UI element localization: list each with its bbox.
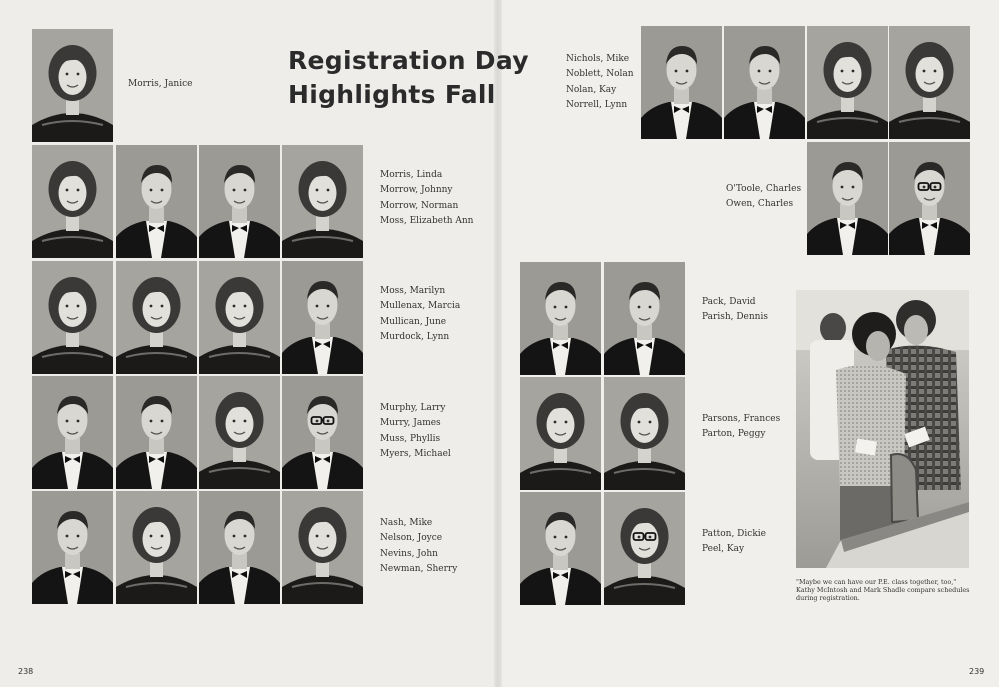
names-group-row4 xyxy=(380,401,451,462)
student-portrait xyxy=(724,26,805,139)
student-name: Pack, David xyxy=(702,297,756,307)
student-portrait xyxy=(32,261,113,374)
student-portrait xyxy=(520,377,601,490)
student-name: Moss, Marilyn xyxy=(380,286,446,296)
student-name: Mullican, June xyxy=(380,316,447,327)
student-portrait xyxy=(199,491,280,604)
page-number-left: 238 xyxy=(18,667,34,676)
student-portrait xyxy=(32,376,113,489)
student-name: Morris, Linda xyxy=(380,170,443,180)
names-group-patton xyxy=(702,527,766,558)
student-portrait xyxy=(807,142,888,255)
student-portrait xyxy=(282,376,363,489)
student-name: Nichols, Mike xyxy=(566,54,630,64)
candid-photo-image xyxy=(796,290,969,568)
student-name: Myers, Michael xyxy=(380,448,451,459)
student-name: Nash, Mike xyxy=(380,518,433,528)
student-name: Morrow, Johnny xyxy=(380,185,453,196)
student-portrait xyxy=(889,26,970,139)
student-name: Morrow, Norman xyxy=(380,200,459,211)
student-portrait xyxy=(116,145,197,258)
student-portrait xyxy=(199,376,280,489)
student-name: Parish, Dennis xyxy=(702,312,768,323)
student-name: Nolan, Kay xyxy=(566,84,617,95)
student-name: Murdock, Lynn xyxy=(380,331,450,342)
student-name: Murphy, Larry xyxy=(380,403,446,413)
student-name: O'Toole, Charles xyxy=(726,184,802,194)
student-name: Owen, Charles xyxy=(726,199,794,210)
names-group-row5 xyxy=(380,516,457,577)
student-portrait xyxy=(32,29,113,142)
names-group-parsons xyxy=(702,412,780,443)
student-name: Patton, Dickie xyxy=(702,529,766,539)
student-portrait xyxy=(32,491,113,604)
names-group-pack xyxy=(702,295,768,326)
student-portrait xyxy=(32,145,113,258)
student-name: Nelson, Joyce xyxy=(380,533,443,544)
student-portrait xyxy=(807,26,888,139)
student-portrait xyxy=(604,262,685,375)
student-name: Peel, Kay xyxy=(702,544,745,555)
student-name: Parsons, Frances xyxy=(702,414,781,424)
student-portrait xyxy=(116,491,197,604)
student-portrait xyxy=(889,142,970,255)
student-portrait xyxy=(199,145,280,258)
photo-caption: "Maybe we can have our P.E. class together, too," Kathy McIntosh and Mark Shadle compare schedules during registration. xyxy=(796,578,970,603)
student-name: Newman, Sherry xyxy=(380,563,458,574)
student-name: Moss, Elizabeth Ann xyxy=(380,215,474,226)
student-portrait xyxy=(641,26,722,139)
student-portrait xyxy=(116,376,197,489)
student-portrait xyxy=(282,491,363,604)
student-name: Morris, Janice xyxy=(128,79,193,89)
names-group-row2 xyxy=(380,168,473,229)
student-name: Norrell, Lynn xyxy=(566,99,628,110)
names-group-otoole xyxy=(726,182,801,213)
student-portrait xyxy=(199,261,280,374)
student-name: Parton, Peggy xyxy=(702,429,766,440)
registration-candid-photo xyxy=(796,290,969,568)
student-name: Murry, James xyxy=(380,418,441,429)
student-portrait xyxy=(282,261,363,374)
student-portrait xyxy=(604,492,685,605)
names-group-nichols xyxy=(566,52,634,113)
student-name: Nevins, John xyxy=(380,548,438,559)
page-number-right: 239 xyxy=(969,667,985,676)
names-group-janice xyxy=(128,77,192,92)
student-name: Noblett, Nolan xyxy=(566,69,634,80)
student-portrait xyxy=(116,261,197,374)
student-portrait xyxy=(520,492,601,605)
student-name: Muss, Phyllis xyxy=(380,433,441,444)
names-group-row3 xyxy=(380,284,460,345)
student-portrait xyxy=(520,262,601,375)
page-title: Registration Day Highlights Fall xyxy=(288,46,529,109)
student-name: Mullenax, Marcia xyxy=(380,301,461,312)
student-portrait xyxy=(604,377,685,490)
student-portrait xyxy=(282,145,363,258)
